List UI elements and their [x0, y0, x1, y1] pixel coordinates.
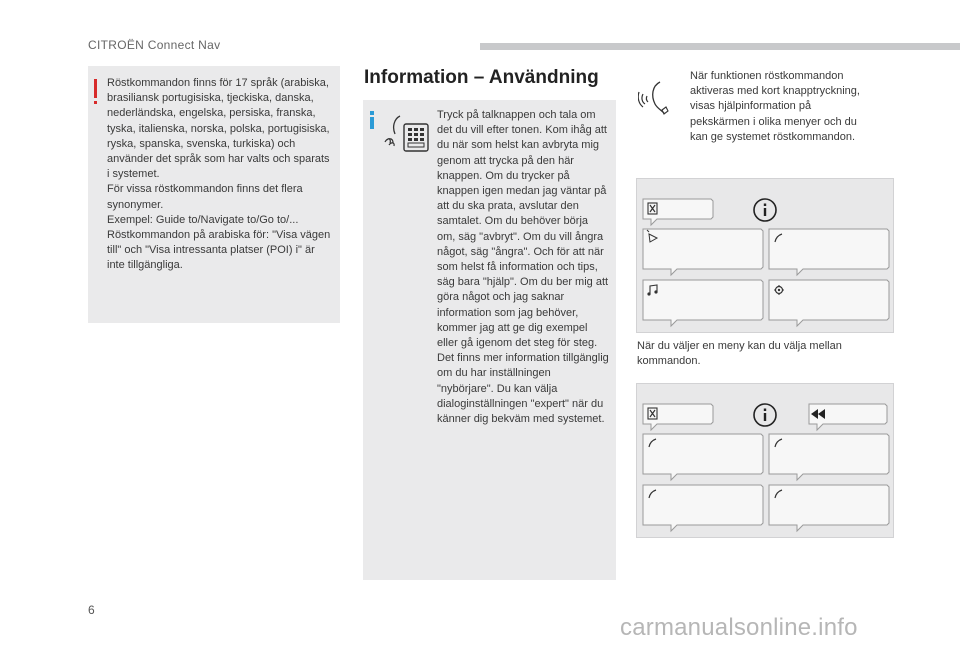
touchscreen-submenu — [636, 383, 894, 538]
voice-info-text: När funktionen röstkommandon aktiveras med kort knapptryckning, visas hjälpinformation på pekskärmen i olika menyer och du kan ge systemet röstkommandon. — [690, 70, 860, 143]
warning-icon — [94, 79, 97, 98]
header-bar — [480, 43, 960, 50]
info-icon — [754, 199, 776, 221]
page-number: 6 — [88, 603, 95, 617]
menu-caption: När du väljer en meny kan du välja mellan kommandon. — [637, 340, 842, 368]
info-icon — [754, 404, 776, 426]
info-icon — [369, 111, 375, 129]
section-title: Information – Användning — [364, 67, 599, 88]
warning-icon-dot — [94, 101, 97, 104]
touchscreen-main-menu — [636, 178, 894, 333]
watermark: carmanualsonline.info — [620, 614, 858, 641]
warning-text: Röstkommandon finns för 17 språk (arabiska, brasiliansk portugisiska, tjeckiska, danska, nederländska, engelska, persiska, franska, tyska, italienska, norska, polska, portugisiska, ryska, spanska, svenska, turkiska) och använder det språk som har valts och sparats i systemet. För vissa röstkommandon finns det flera synonymer. Exempel: Guide to/Navigate to/Go to/... Röstkommandon på arabiska för: "Visa vägen till" och "Visa intressanta platser (POI) i" är inte tillgängliga. — [107, 77, 331, 272]
voice-command-icon — [638, 80, 674, 116]
info-text: Tryck på talknappen och tala om det du vill efter tonen. Kom ihåg att du när som helst kan avbryta mig genom att trycka på den här knappen. Om du trycker på knappen igen medan jag väntar på att du ska prata, avslutar den samtalet. Om du behöver börja om, säg "avbryt". Om du vill ångra något, säg "ångra". Och för att när som helst få information och tips, säg bara "hjälp". Om du ber mig att göra något och jag saknar information som jag behöver, kommer jag att ge dig exempel eller gå igenom det steg för steg. Det finns mer information tillgänglig om du har inställningen "nybörjare". Du kan välja dialoginställningen "expert" när du känner dig bekväm med systemet. — [437, 109, 609, 426]
voice-steering-wheel-button-icon — [383, 110, 431, 154]
header-title: CITROËN Connect Nav — [88, 38, 221, 52]
